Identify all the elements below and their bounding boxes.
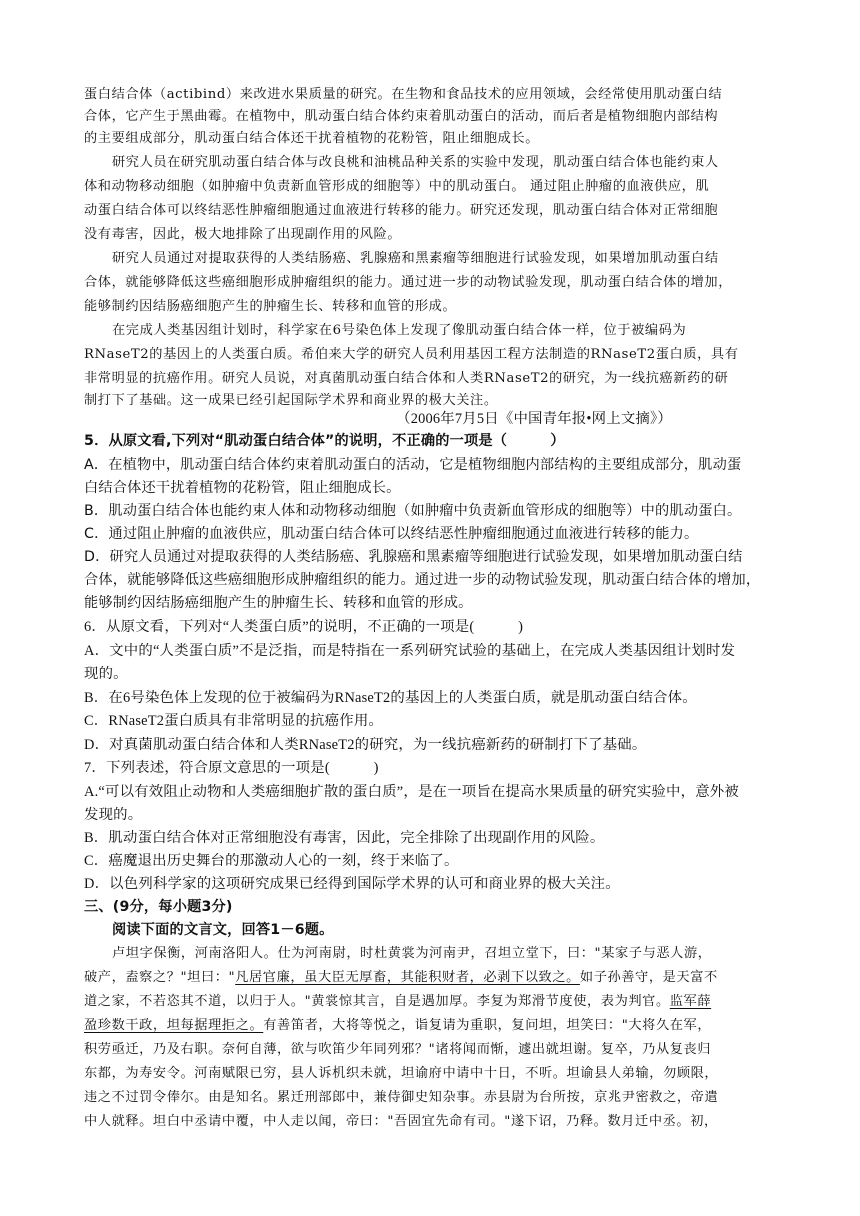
question-6-stem: 6．从原文看，下列对“人类蛋白质”的说明，不正确的一项是( ) <box>84 619 524 635</box>
classical-line: 东都，为寿安令。河南赋限已穷，县人诉机织未就，坦谕府中请中十日，不听。坦谕县人弟输，勿顾限， <box>84 1066 719 1081</box>
question-7-option: C．癌魔退出历史舞台的那激动人心的一刻，终于来临了。 <box>84 853 459 869</box>
passage-line: 制打下了基础。这一成果已经引起国际学术界和商业界的极大关注。 <box>84 393 498 408</box>
classical-line <box>84 967 784 989</box>
classical-line: 违之不过罚令俸尔。由是知名。累迁刑部郎中，兼侍御史知杂事。赤县尉为台所按，京兆尹密救之，帝遣 <box>84 1090 719 1105</box>
question-6-option: C．RNaseT2蛋白质具有非常明显的抗癌作用。 <box>84 713 384 729</box>
question-5-option: B．肌动蛋白结合体也能约束人体和动物移动细胞（如肿瘤中负责新血管形成的细胞等）中的肌动蛋白。 <box>84 503 742 519</box>
question-7-stem: 7．下列表述，符合原文意思的一项是( ) <box>84 760 379 776</box>
classical-text: 破产，盍察之？"坦曰：" <box>84 970 236 985</box>
passage-line: 能够制约因结肠癌细胞产生的肿瘤生长、转移和血管的形成。 <box>84 299 457 314</box>
underlined-sentence: 盈珍数干政，坦每据理拒之。 <box>84 1018 264 1033</box>
passage-line: 体和动物移动细胞（如肿瘤中负责新血管形成的细胞等）中的肌动蛋白。 通过阻止肿瘤的血液供应，肌 <box>84 179 710 194</box>
passage-line: 研究人员在研究肌动蛋白结合体与改良桃和油桃品种关系的实验中发现，肌动蛋白结合体也能约束人 <box>112 155 719 170</box>
question-7-option: A.“可以有效阻止动物和人类癌细胞扩散的蛋白质”，是在一项旨在提高水果质量的研究实验中，意外被 <box>84 784 739 800</box>
passage-line: 研究人员通过对提取获得的人类结肠癌、乳腺癌和黑素瘤等细胞进行试验发现，如果增加肌动蛋白结 <box>112 251 719 266</box>
passage-line: 动蛋白结合体可以终结恶性肿瘤细胞通过血液进行转移的能力。研究还发现，肌动蛋白结合体对正常细胞 <box>84 203 719 218</box>
underlined-sentence: 凡居官廉，虽大臣无厚畜，其能积财者，必剥下以致之。 <box>235 970 580 985</box>
question-5-stem: 5．从原文看,下列对“肌动蛋白结合体”的说明，不正确的一项是（ ） <box>84 433 565 449</box>
question-5-option: 白结合体还干扰着植物的花粉管，阻止细胞成长。 <box>84 480 401 496</box>
passage-line: 合体，它产生于黑曲霉。在植物中，肌动蛋白结合体约束着肌动蛋白的活动，而后者是植物细胞内部结构 <box>84 109 719 124</box>
passage-line: 合体，就能够降低这些癌细胞形成肿瘤组织的能力。通过进一步的动物试验发现，肌动蛋白结合体的增加， <box>84 275 733 290</box>
passage-line: 非常明显的抗癌作用。研究人员说，对真菌肌动蛋白结合体和人类RNaseT2的研究，为一线抗癌新药的研 <box>84 371 729 386</box>
section-3-instruction: 阅读下面的文言文，回答1－6题。 <box>112 922 334 938</box>
section-3-heading: 三、(9分，每小题3分) <box>84 899 233 915</box>
question-5-option: A．在植物中，肌动蛋白结合体约束着肌动蛋白的活动，它是植物细胞内部结构的主要组成部分，肌动蛋 <box>84 457 742 473</box>
classical-line <box>84 1015 784 1037</box>
question-6-option: B．在6号染色体上发现的位于被编码为RNaseT2的基因上的人类蛋白质，就是肌动蛋白结合体。 <box>84 690 697 706</box>
classical-text: 道之家，不若恣其不道，以归于人。"黄裳惊其言，自是遇加厚。李复为郑滑节度使，表为判官。 <box>84 994 670 1009</box>
passage-line: 在完成人类基因组计划时，科学家在6号染色体上发现了像肌动蛋白结合体一样，位于被编码为 <box>112 323 687 338</box>
question-6-option: A．文中的“人类蛋白质”不是泛指，而是特指在一系列研究试验的基础上，在完成人类基因组计划时发 <box>84 643 736 659</box>
question-5-option: D．研究人员通过对提取获得的人类结肠癌、乳腺癌和黑素瘤等细胞进行试验发现，如果增加肌动蛋白结 <box>84 549 743 565</box>
passage-line: 蛋白结合体（actibind）来改进水果质量的研究。在生物和食品技术的应用领域，会经常使用肌动蛋白结 <box>84 87 723 102</box>
question-7-option: B．肌动蛋白结合体对正常细胞没有毒害，因此，完全排除了出现副作用的风险。 <box>84 830 605 846</box>
passage-line: 没有毒害，因此，极大地排除了出现副作用的风险。 <box>84 227 402 242</box>
question-7-option: 发现的。 <box>84 807 143 823</box>
underlined-sentence: 监军薛 <box>669 994 712 1009</box>
classical-line: 卢坦字保衡，河南洛阳人。仕为河南尉，时杜黄裳为河南尹，召坦立堂下，曰："某家子与恶人游， <box>112 946 712 961</box>
question-7-option: D．以色列科学家的这项研究成果已经得到国际学术界的认可和商业界的极大关注。 <box>84 876 620 892</box>
passage-source: （2006年7月5日《中国青年报•网上文摘》） <box>396 411 672 427</box>
classical-line <box>84 991 784 1013</box>
passage-line: 的主要组成部分，肌动蛋白结合体还干扰着植物的花粉管，阻止细胞成长。 <box>84 131 539 146</box>
classical-line: 积劳亟迁，乃及右职。奈何自薄，欲与吹笛少年同列邪？"诸将闻而惭，遽出就坦谢。复卒，乃从复丧归 <box>84 1042 712 1057</box>
question-5-option: C．通过阻止肿瘤的血液供应，肌动蛋白结合体可以终结恶性肿瘤细胞通过血液进行转移的能力。 <box>84 526 699 542</box>
classical-line: 中人就释。坦白中丞请中覆，中人走以闻，帝曰："吾固宜先命有司。"遂下诏，乃释。数月迁中丞。初， <box>84 1114 718 1129</box>
question-5-option: 能够制约因结肠癌细胞产生的肿瘤生长、转移和血管的形成。 <box>84 595 473 611</box>
passage-line: RNaseT2的基因上的人类蛋白质。希伯来大学的研究人员利用基因工程方法制造的RNaseT2蛋白质，具有 <box>84 347 739 362</box>
classical-text: 如子孙善守，是天富不 <box>579 970 718 985</box>
question-5-option: 合体，就能够降低这些癌细胞形成肿瘤组织的能力。通过进一步的动物试验发现，肌动蛋白结合体的增加， <box>84 572 761 588</box>
question-6-option: D．对真菌肌动蛋白结合体和人类RNaseT2的研究，为一线抗癌新药的研制打下了基础。 <box>84 737 647 753</box>
question-6-option: 现的。 <box>84 666 128 682</box>
classical-text: 有善笛者，大将等悦之，诣复请为重职，复问坦，坦笑曰："大将久在军， <box>263 1018 712 1033</box>
